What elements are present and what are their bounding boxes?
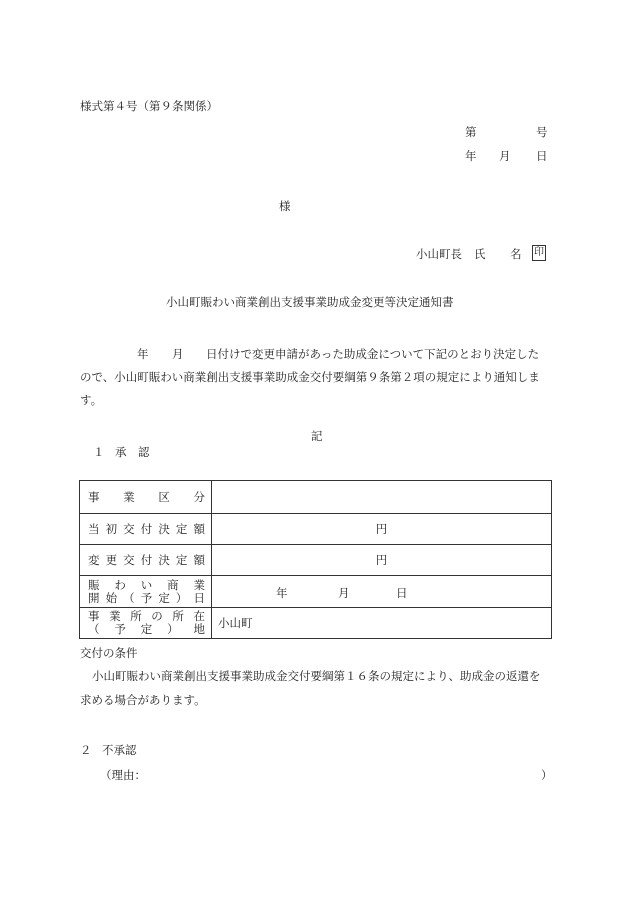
table-row [80, 481, 552, 514]
start-date-tsuki: 月 [338, 586, 350, 600]
row-label-jigyo-kubun: 事業区分 [88, 490, 205, 504]
sender-title: 小山町長 [416, 247, 462, 261]
reason-open: （理由： [100, 768, 146, 782]
document-title: 小山町賑わい商業創出支援事業助成金変更等決定通知書 [166, 295, 454, 309]
addressee-suffix: 様 [279, 199, 291, 213]
table-row [80, 608, 552, 639]
table-row [80, 545, 552, 576]
form-number: 様式第４号（第９条関係） [80, 99, 218, 113]
body-line1-tsuki: 月 [172, 347, 184, 361]
row-label-initial-amount: 当初交付決定額 [88, 522, 205, 536]
section1-title: 承 認 [115, 445, 150, 459]
body-line1-rest: 日付けで変更申請があった助成金について下記のとおり決定した [206, 347, 540, 361]
date-tsuki: 月 [499, 149, 511, 163]
sender-shi: 氏 [474, 247, 486, 261]
doc-number-go: 号 [536, 125, 548, 139]
table-row [80, 514, 552, 545]
row-value-location: 小山町 [218, 616, 253, 630]
decision-table [79, 480, 552, 639]
sender-mei: 名 [510, 247, 522, 261]
table-row [80, 576, 552, 608]
start-date-hi: 日 [396, 586, 408, 600]
body-line2: ので、小山町賑わい商業創出支援事業助成金交付要綱第９条第２項の規定により通知しま [80, 370, 540, 384]
conditions-heading: 交付の条件 [80, 646, 138, 660]
row-label-location-line1: 事業所の所在 [88, 609, 205, 623]
row-label-location-line2: （予定）地 [88, 622, 205, 636]
seal-mark: 印 [532, 245, 546, 261]
section2-number: ２ [80, 743, 92, 757]
date-hi: 日 [536, 149, 548, 163]
reason-close: ） [541, 768, 553, 782]
row-value-changed-amount-yen: 円 [375, 553, 388, 567]
body-line1-nen: 年 [137, 347, 149, 361]
body-line3: す。 [80, 393, 103, 407]
conditions-line1: 小山町賑わい商業創出支援事業助成金交付要綱第１６条の規定により、助成金の返還を [92, 669, 541, 683]
start-date-nen: 年 [276, 586, 288, 600]
row-label-changed-amount: 変更交付決定額 [88, 553, 205, 567]
doc-number-dai: 第 [465, 125, 477, 139]
date-nen: 年 [465, 149, 477, 163]
ki-heading: 記 [311, 429, 323, 443]
conditions-line2: 求める場合があります。 [80, 693, 206, 707]
row-value-jigyo-kubun [212, 481, 552, 514]
row-label-start-date-line2: 開始（予定）日 [88, 590, 205, 605]
row-value-initial-amount-yen: 円 [375, 522, 388, 536]
section2-title: 不承認 [102, 743, 137, 757]
seal-box [530, 244, 546, 261]
row-label-start-date-line1: 賑わい商業 [88, 577, 205, 592]
section1-number: １ [93, 445, 105, 459]
